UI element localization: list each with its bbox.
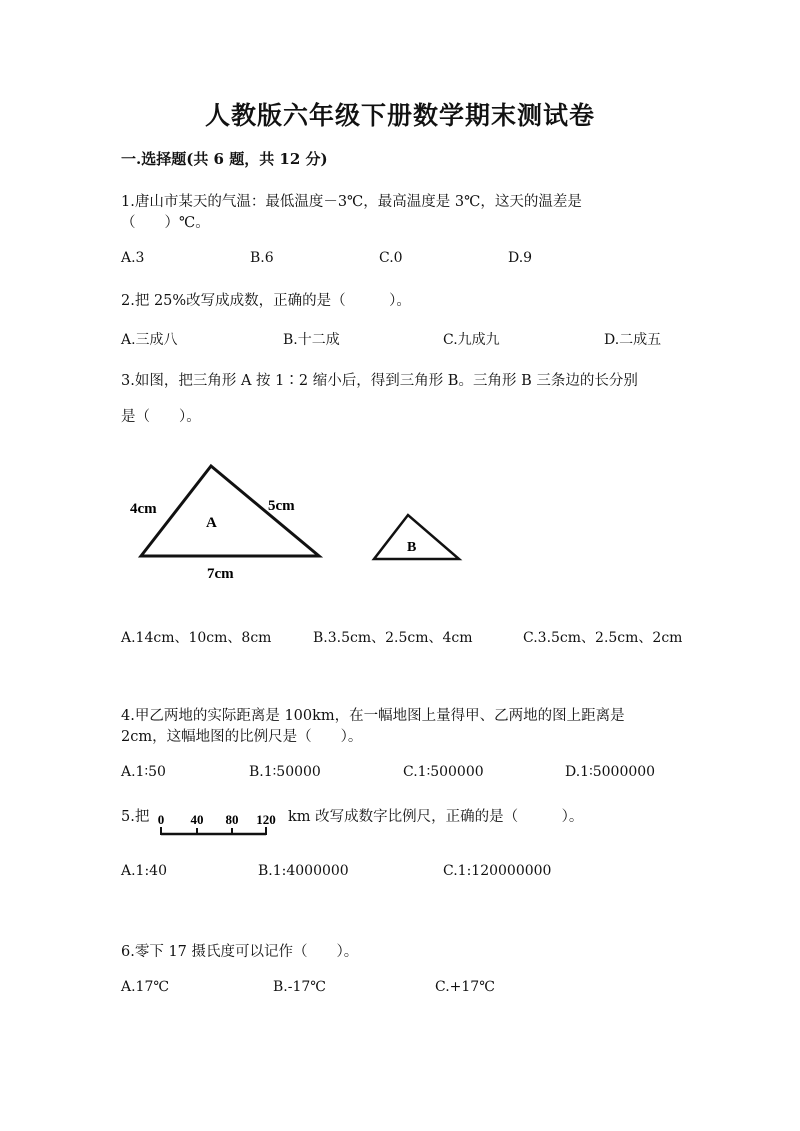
triangle-b-label: B bbox=[407, 540, 417, 555]
q3-option-c[interactable]: C.3.5cm、2.5cm、2cm bbox=[523, 630, 683, 646]
q2-option-d[interactable]: D.二成五 bbox=[604, 332, 662, 348]
question-3-line-1: 3.如图，把三角形 A 按 1∶2 缩小后，得到三角形 B。三角形 B 三条边的长分别 bbox=[121, 373, 638, 389]
question-1-line-2: （ ）℃。 bbox=[121, 215, 210, 231]
q6-option-c[interactable]: C.+17℃ bbox=[435, 979, 495, 995]
triangles-figure bbox=[120, 455, 480, 590]
section-heading: 一.选择题(共 6 题，共 12 分) bbox=[121, 150, 328, 168]
q2-option-c[interactable]: C.九成九 bbox=[443, 332, 500, 348]
q4-option-a[interactable]: A.1∶50 bbox=[121, 764, 166, 780]
q3-option-b[interactable]: B.3.5cm、2.5cm、4cm bbox=[313, 630, 473, 646]
q1-option-d[interactable]: D.9 bbox=[508, 250, 533, 266]
q2-option-a[interactable]: A.三成八 bbox=[121, 332, 178, 348]
question-2-line-1: 2.把 25%改写成成数，正确的是（ ）。 bbox=[121, 293, 411, 309]
triangle-b bbox=[374, 515, 459, 559]
triangle-a-base-label: 7cm bbox=[207, 566, 234, 582]
triangle-a-left-side-label: 4cm bbox=[130, 501, 157, 517]
q5-option-c[interactable]: C.1:120000000 bbox=[443, 863, 552, 879]
scale-bar bbox=[156, 810, 284, 838]
question-1-line-1: 1.唐山市某天的气温：最低温度－3℃，最高温度是 3℃，这天的温差是 bbox=[121, 194, 582, 210]
question-5-suffix: km 改写成数字比例尺，正确的是（ ）。 bbox=[288, 809, 584, 825]
scale-tick-80: 80 bbox=[225, 812, 239, 827]
q4-option-b[interactable]: B.1∶50000 bbox=[249, 764, 321, 780]
question-4-line-1: 4.甲乙两地的实际距离是 100km，在一幅地图上量得甲、乙两地的图上距离是 bbox=[121, 708, 625, 724]
q6-option-b[interactable]: B.-17℃ bbox=[273, 979, 326, 995]
q1-option-b[interactable]: B.6 bbox=[250, 250, 274, 266]
q2-option-b[interactable]: B.十二成 bbox=[283, 332, 340, 348]
question-6-line-1: 6.零下 17 摄氏度可以记作（ ）。 bbox=[121, 944, 359, 960]
question-3-line-2: 是（ ）。 bbox=[121, 409, 201, 425]
q4-option-d[interactable]: D.1∶5000000 bbox=[565, 764, 656, 780]
q6-option-a[interactable]: A.17℃ bbox=[121, 979, 170, 995]
page-title: 人教版六年级下册数学期末测试卷 bbox=[204, 101, 595, 130]
question-5-prefix: 5.把 bbox=[121, 809, 150, 825]
q1-option-c[interactable]: C.0 bbox=[379, 250, 403, 266]
triangle-a-label: A bbox=[206, 515, 217, 531]
scale-tick-40: 40 bbox=[190, 812, 204, 827]
question-4-line-2: 2cm，这幅地图的比例尺是（ ）。 bbox=[121, 729, 363, 745]
scale-tick-0: 0 bbox=[157, 812, 165, 827]
q4-option-c[interactable]: C.1∶500000 bbox=[403, 764, 484, 780]
triangle-a-right-side-label: 5cm bbox=[268, 498, 295, 514]
q5-option-b[interactable]: B.1:4000000 bbox=[258, 863, 349, 879]
q3-option-a[interactable]: A.14cm、10cm、8cm bbox=[121, 630, 272, 646]
scale-tick-120: 120 bbox=[256, 812, 276, 827]
q5-option-a[interactable]: A.1:40 bbox=[121, 863, 167, 879]
q1-option-a[interactable]: A.3 bbox=[121, 250, 145, 266]
